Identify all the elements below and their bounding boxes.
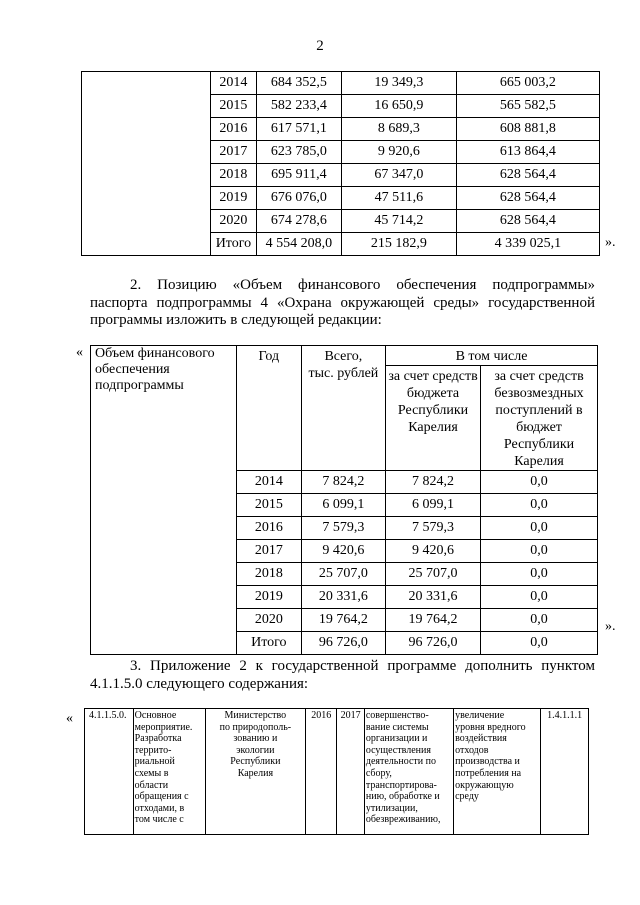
col3-cell: 4 339 025,1: [456, 233, 599, 256]
total-cell: 25 707,0: [301, 563, 385, 586]
table-row: [82, 72, 600, 95]
year-cell: 2018: [210, 164, 256, 187]
col2-cell: 47 511,6: [342, 187, 457, 210]
header-year: Год: [236, 346, 301, 471]
year-cell: 2015: [236, 494, 301, 517]
item-event: Основное мероприятие. Разработка террито- риальной схемы в области обращения с отходами, в том числе с: [133, 709, 205, 835]
year-cell: Итого: [236, 632, 301, 655]
closing-quote-2: ».: [605, 619, 616, 634]
col2-cell: 45 714,2: [342, 210, 457, 233]
total-cell: 582 233,4: [256, 95, 341, 118]
page-number: 2: [316, 38, 324, 54]
total-cell: 674 278,6: [256, 210, 341, 233]
grants-cell: 0,0: [481, 586, 598, 609]
col2-cell: 215 182,9: [342, 233, 457, 256]
budget-cell: 20 331,6: [386, 586, 481, 609]
total-cell: 4 554 208,0: [256, 233, 341, 256]
col2-cell: 19 349,3: [342, 72, 457, 95]
col2-cell: 9 920,6: [342, 141, 457, 164]
paragraph-3: 3. Приложение 2 к государственной программе дополнить пунктом 4.1.1.5.0 следующего содержания:: [90, 658, 595, 692]
year-cell: 2014: [236, 471, 301, 494]
budget-cell: 9 420,6: [386, 540, 481, 563]
table-row: [91, 471, 598, 494]
year-cell: 2015: [210, 95, 256, 118]
item-start-year: 2016: [306, 709, 337, 835]
total-cell: 7 824,2: [301, 471, 385, 494]
budget-cell: 25 707,0: [386, 563, 481, 586]
budget-cell: 19 764,2: [386, 609, 481, 632]
grants-cell: 0,0: [481, 609, 598, 632]
budget-cell: 7 579,3: [386, 517, 481, 540]
year-cell: 2019: [236, 586, 301, 609]
header-total: Всего, тыс. рублей: [301, 346, 385, 471]
opening-quote-2: «: [76, 345, 83, 360]
grants-cell: 0,0: [481, 563, 598, 586]
header-grants: за счет средств безвозмездных поступлений в бюджет Республики Карелия: [481, 366, 598, 471]
year-cell: 2016: [236, 517, 301, 540]
paragraph-2: 2. Позицию «Объем финансового обеспечения подпрограммы» паспорта подпрограммы 4 «Охрана окружающей среды» государственной программы изложить в следующей редакции:: [90, 277, 595, 328]
budget-cell: 96 726,0: [386, 632, 481, 655]
total-cell: 676 076,0: [256, 187, 341, 210]
total-cell: 19 764,2: [301, 609, 385, 632]
item-link: 1.4.1.1.1: [541, 709, 589, 835]
year-cell: Итого: [210, 233, 256, 256]
appendix-table: [84, 708, 589, 835]
total-cell: 684 352,5: [256, 72, 341, 95]
header-including: В том числе: [386, 346, 598, 366]
year-cell: 2014: [210, 72, 256, 95]
year-cell: 2020: [210, 210, 256, 233]
total-cell: 617 571,1: [256, 118, 341, 141]
grants-cell: 0,0: [481, 632, 598, 655]
item-consequence: увеличение уровня вредного воздействия отходов производства и потребления на окружающую среду: [454, 709, 541, 835]
col3-cell: 628 564,4: [456, 187, 599, 210]
empty-label-cell: [91, 471, 237, 655]
funding-table-subprogram: [90, 345, 598, 655]
empty-label-cell: [82, 72, 211, 256]
year-cell: 2018: [236, 563, 301, 586]
year-cell: 2019: [210, 187, 256, 210]
year-cell: 2016: [210, 118, 256, 141]
item-result: совершенство- вание системы организации и осуществления деятельности по сбору, транспортирова- нию, обработке и утилизации, обезвреживанию,: [364, 709, 453, 835]
item-end-year: 2017: [337, 709, 364, 835]
budget-cell: 7 824,2: [386, 471, 481, 494]
grants-cell: 0,0: [481, 540, 598, 563]
budget-cell: 6 099,1: [386, 494, 481, 517]
grants-cell: 0,0: [481, 517, 598, 540]
total-cell: 9 420,6: [301, 540, 385, 563]
funding-table-program: [81, 71, 600, 256]
total-cell: 20 331,6: [301, 586, 385, 609]
item-code: 4.1.1.5.0.: [85, 709, 134, 835]
header-budget: за счет средств бюджета Республики Карелия: [386, 366, 481, 471]
grants-cell: 0,0: [481, 494, 598, 517]
subprogram-funding-label: Объем финансового обеспечения подпрограммы: [91, 346, 237, 471]
year-cell: 2017: [236, 540, 301, 563]
col3-cell: 628 564,4: [456, 210, 599, 233]
total-cell: 6 099,1: [301, 494, 385, 517]
item-ministry: Министерство по природополь- зованию и экологии Республики Карелия: [205, 709, 305, 835]
col3-cell: 608 881,8: [456, 118, 599, 141]
col2-cell: 67 347,0: [342, 164, 457, 187]
total-cell: 7 579,3: [301, 517, 385, 540]
col3-cell: 665 003,2: [456, 72, 599, 95]
opening-quote-3: «: [66, 711, 73, 726]
col2-cell: 8 689,3: [342, 118, 457, 141]
col3-cell: 613 864,4: [456, 141, 599, 164]
col3-cell: 628 564,4: [456, 164, 599, 187]
col3-cell: 565 582,5: [456, 95, 599, 118]
closing-quote-1: ».: [605, 235, 616, 250]
total-cell: 695 911,4: [256, 164, 341, 187]
year-cell: 2017: [210, 141, 256, 164]
col2-cell: 16 650,9: [342, 95, 457, 118]
total-cell: 623 785,0: [256, 141, 341, 164]
year-cell: 2020: [236, 609, 301, 632]
total-cell: 96 726,0: [301, 632, 385, 655]
grants-cell: 0,0: [481, 471, 598, 494]
